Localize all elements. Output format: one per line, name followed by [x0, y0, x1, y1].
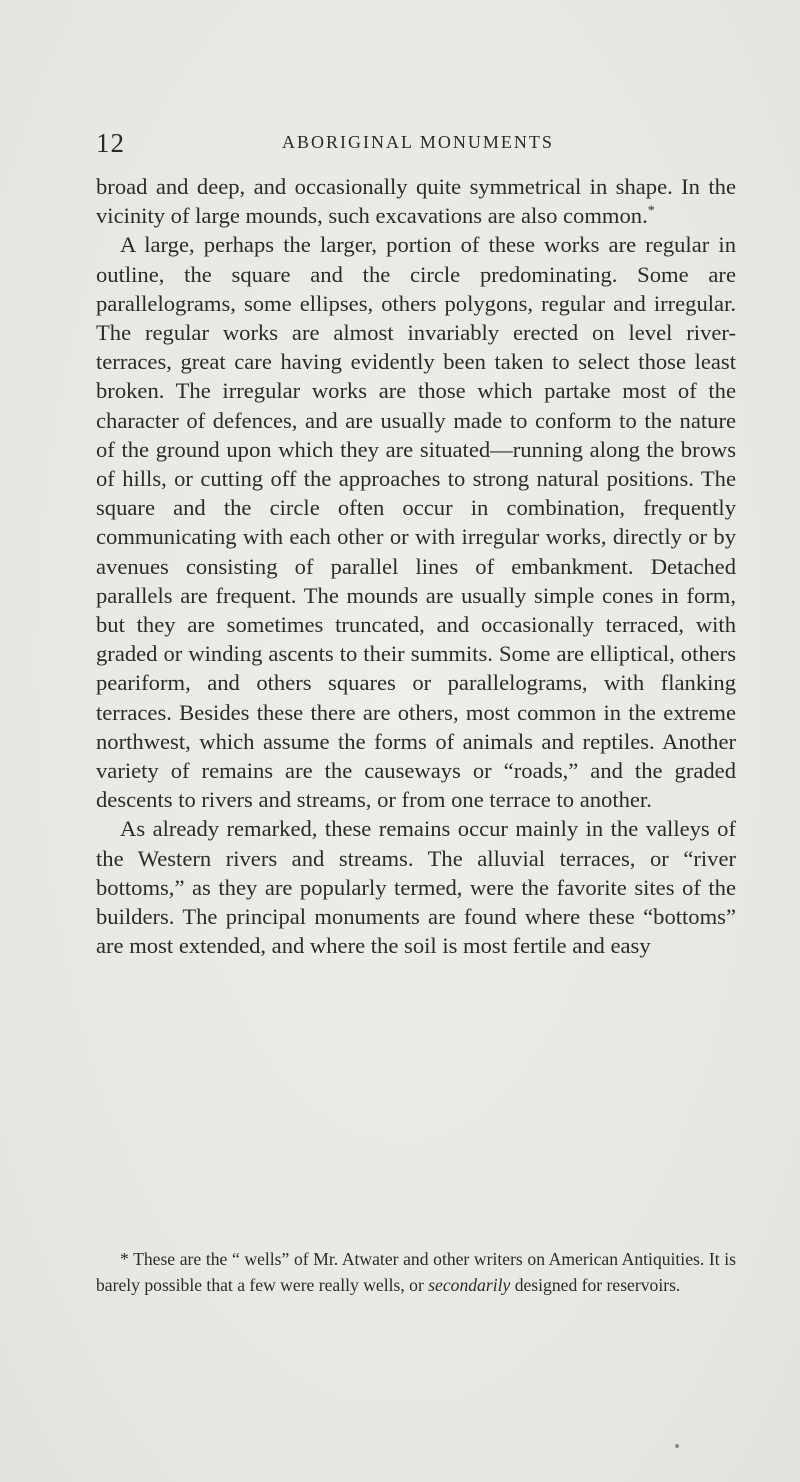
paragraph-1	[96, 172, 736, 230]
footnote-reference: *	[647, 203, 655, 219]
footnote-paragraph	[96, 1247, 736, 1298]
running-head	[96, 128, 736, 158]
footnote-emphasis: secondarily	[428, 1274, 511, 1295]
footnote	[96, 1247, 736, 1298]
body-text	[96, 172, 736, 960]
paragraph-2: A large, perhaps the larger, portion of these works are regular in outline, the square and the circle predominating. Some are parallelograms, some ellipses, others polygons, regular and irregular. The regular works are almost invariably erected on level river-terraces, great care having evidently been taken to select those least broken. The irregular works are those which partake most of the character of defences, and are usually made to conform to the nature of the ground upon which they are situated—running along the brows of hills, or cutting off the approaches to strong natural positions. The square and the circle often occur in combination, frequently communicating with each other or with irregular works, directly or by avenues consisting of parallel lines of embankment. Detached parallels are frequent. The mounds are usually simple cones in form, but they are sometimes truncated, and occasionally terraced, with graded or winding ascents to their summits. Some are elliptical, others peariform, and others squares or parallelograms, with flanking terraces. Besides these there are others, most common in the extreme northwest, which assume the forms of animals and reptiles. Another variety of remains are the causeways or “roads,” and the graded descents to rivers and streams, or from one terrace to another.	[96, 232, 736, 813]
page-number: 12	[96, 128, 125, 158]
footnote-text-end: designed for reservoirs.	[510, 1274, 681, 1295]
paragraph-1-text: broad and deep, and occasionally quite symmetrical in shape. In the vicinity of large mounds, such excavations are also common.	[96, 174, 736, 229]
paragraph-3: As already remarked, these remains occur mainly in the valleys of the Western rivers and streams. The alluvial terraces, or “river bottoms,” as they are popularly termed, were the favorite sites of the builders. The principal monuments are found where these “bottoms” are most extended, and where the soil is most fertile and easy	[96, 816, 736, 959]
running-title: ABORIGINAL MONUMENTS	[282, 132, 554, 152]
paper-speck	[675, 1444, 679, 1448]
footnote-text-start: * These are the “ wells” of Mr. Atwater and other writers on American Antiquities. It is barely possible that a few were really wells, or	[96, 1249, 736, 1295]
